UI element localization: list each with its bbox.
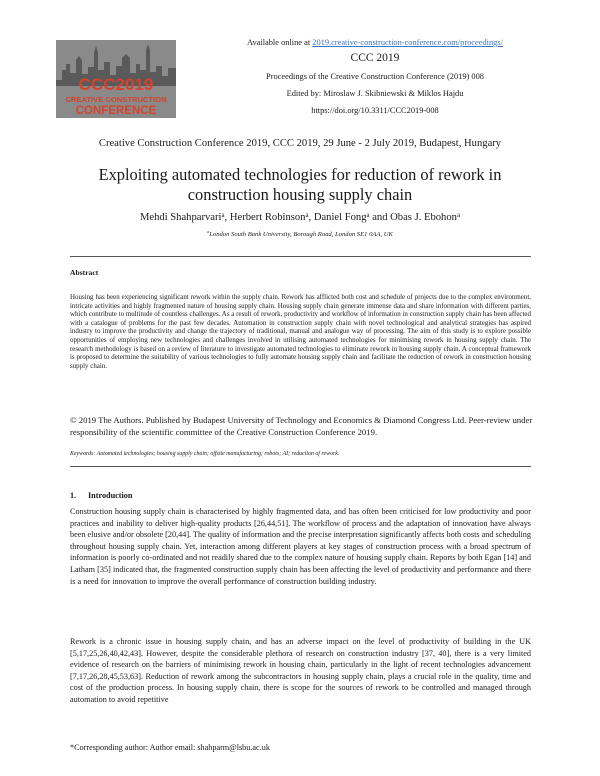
section-title: Introduction: [88, 491, 133, 500]
copyright-notice: © 2019 The Authors. Published by Budapest University of Technology and Economics & Diamond Congress Ltd. Peer-review under responsibility of the scientific committee of the Creative Construction Conference 2019.: [70, 415, 533, 437]
author-name: Obas J. Ebohon: [390, 212, 457, 223]
paper-title: Exploiting automated technologies for reduction of rework in construction housing supply chain: [98, 165, 502, 204]
available-online-line: [200, 37, 550, 48]
conference-logo: [56, 40, 176, 118]
author-affil-mark: a: [366, 212, 370, 219]
affiliation: [60, 231, 540, 238]
conference-code: CCC 2019: [350, 52, 400, 64]
divider-top: [70, 256, 531, 257]
editors-line: Edited by: Miroslaw J. Skibniewski & Miklos Hajdu: [286, 89, 464, 98]
intro-paragraph-1: Construction housing supply chain is characterised by highly fragmented data, and has often been criticised for low productivity and poor practices and inability to deliver high-quality products [26,44,51]. The workflow of process and the adaptation of innovation have always been elusive and/or obsolete [20,44]. The quality of information and the precise interpretation significantly affects both costs and scheduling throughout housing supply chain. Yet, interaction among different players at key stages of construction process with a broad spectrum of information is poorly co-ordinated and not readily shared due to the complex nature of housing supply chain. Reports by both Egan [14] and Latham [35] indicated that, the fragmented construction supply chain has been affecting the level of productivity and performance and there is a need for innovation to improve the overall performance of construction building industry.: [70, 507, 531, 586]
author-name: Mehdi Shahparvari: [139, 212, 222, 223]
section-heading: [70, 491, 132, 500]
footnote: *Corresponding author: Author email: shahparm@lsbu.ac.uk: [70, 743, 270, 752]
divider-bottom: [70, 466, 531, 467]
conference-line: Creative Construction Conference 2019, CCC 2019, 29 June - 2 July 2019, Budapest, Hungary: [98, 138, 502, 149]
author-name: Daniel Fong: [313, 212, 367, 223]
intro-paragraph-2: Rework is a chronic issue in housing supply chain, and has an adverse impact on the level of productivity of building in the UK [5,17,25,26,40,42,43]. However, despite the considerable plethora of research on construction industry [37, 40], there is a very limited evidence of research on the barriers of minimising rework in housing chain, particularly in the light of recent technologies advancement [7,17,26,28,45,53,63]. Reduction of rework among the subcontractors in housing supply chain, plays a crucial role in the quality, time and cost of the production process. In housing supply chain, there is scope for the sources of rework to be controlled and managed through automation to avoid repetitive: [70, 637, 531, 704]
ccc-logo-graphic: [56, 40, 176, 118]
keywords: Keywords: Automated technologies; housing supply chain; offsite manufacturing; robots; AI; reduction of rework.: [70, 451, 340, 457]
logo-line1: CREATIVE CONSTRUCTION: [65, 95, 167, 104]
author-list: [60, 212, 540, 223]
proceedings-line: Proceedings of the Creative Construction Conference (2019) 008: [266, 72, 484, 81]
affiliation-mark: a: [207, 229, 210, 234]
proceedings-link[interactable]: 2019.creative-construction-conference.com/proceedings/: [312, 38, 503, 47]
affiliation-text: London South Bank University, Borough Road, London SE1 0AA, UK: [209, 231, 393, 238]
available-prefix: Available online at: [247, 38, 313, 47]
author-affil-mark: a: [456, 212, 461, 219]
logo-year-text: CCC2019: [78, 75, 154, 94]
abstract-heading: Abstract: [70, 268, 99, 277]
author-separator: ,: [308, 212, 314, 223]
logo-line2: CONFERENCE: [75, 105, 157, 117]
section-number: 1.: [70, 491, 77, 500]
author-separator: and: [369, 212, 391, 223]
abstract-text: Housing has been experiencing significant rework within the supply chain. Rework has afflicted both cost and schedule of projects due to the complex environment, intricate activities and highly fragmented nature of housing supply chain. Housing supply chain generate immense data and share information with different parties, which contribute to multitude of countless challenges. As a result of rework, productivity and workflow of information in construction supply chain has been affected with a catalogue of problems for the past few decades. Automation in construction supply chain with novel technological and analytical strategies has aspired industry to improve the productivity and change the trajectory of traditional, manual and analogue way of processing. The aim of this study is to explore possible opportunities of employing new technologies and challenges involved in utilising automated technologies for minimising rework in housing supply chain. The research methodology is based on a review of literature to investigate automated technologies to eliminate rework in housing supply chain. A conceptual framework is proposed to determine the suitability of various technologies to fully automate housing supply chain and facilitate the reduction of rework in construction housing supply chain.: [70, 293, 531, 370]
author-affil-mark: a: [305, 212, 309, 219]
doi-line: https://doi.org/10.3311/CCC2019-008: [311, 106, 439, 115]
author-name: Herbert Robinson: [229, 212, 306, 223]
author-separator: ,: [224, 212, 230, 223]
author-affil-mark: a: [221, 212, 225, 219]
